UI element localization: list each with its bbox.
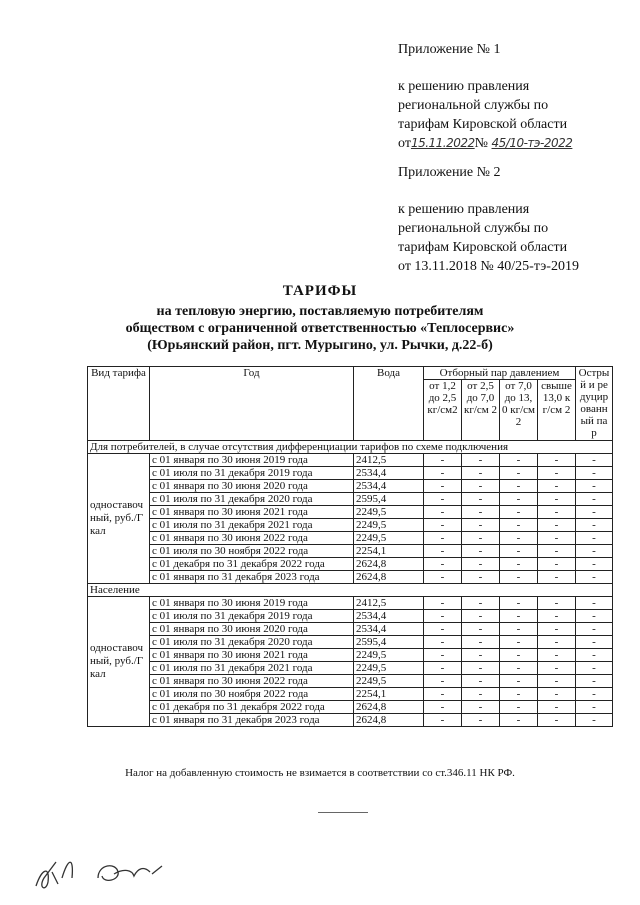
empty-tariff-cell: - <box>462 662 500 675</box>
empty-tariff-cell: - <box>462 675 500 688</box>
empty-tariff-cell: - <box>500 675 538 688</box>
empty-tariff-cell: - <box>538 545 576 558</box>
divider <box>318 812 368 813</box>
empty-tariff-cell: - <box>538 558 576 571</box>
header-year: Год <box>150 367 354 441</box>
table-row <box>88 532 613 545</box>
empty-tariff-cell: - <box>462 688 500 701</box>
empty-tariff-cell: - <box>500 493 538 506</box>
appendix-2-line: региональной службы по <box>398 221 549 236</box>
empty-tariff-cell: - <box>424 532 462 545</box>
empty-tariff-cell: - <box>538 467 576 480</box>
empty-tariff-cell: - <box>538 623 576 636</box>
section-title-consumers: Для потребителей, в случае отсутствия дифференциации тарифов по схеме подключения <box>88 441 613 454</box>
empty-tariff-cell: - <box>424 597 462 610</box>
empty-tariff-cell: - <box>500 519 538 532</box>
empty-tariff-cell: - <box>500 571 538 584</box>
tariff-type-cell: одноставочный, руб./Гкал <box>88 597 150 727</box>
header-sharp-steam: Острый и редуцированный пар <box>576 367 613 441</box>
period-cell: с 01 декабря по 31 декабря 2022 года <box>150 558 354 571</box>
empty-tariff-cell: - <box>462 558 500 571</box>
section-row <box>88 441 613 454</box>
empty-tariff-cell: - <box>576 701 613 714</box>
appendix-1-text <box>398 77 572 153</box>
empty-tariff-cell: - <box>424 545 462 558</box>
empty-tariff-cell: - <box>462 519 500 532</box>
table-row <box>88 519 613 532</box>
tariff-table <box>87 366 613 727</box>
table-row <box>88 688 613 701</box>
period-cell: с 01 июля по 31 декабря 2019 года <box>150 610 354 623</box>
from-label: от <box>398 136 411 151</box>
empty-tariff-cell: - <box>538 649 576 662</box>
empty-tariff-cell: - <box>576 649 613 662</box>
table-row <box>88 714 613 727</box>
table-row <box>88 636 613 649</box>
tariff-type-cell: одноставочный, руб./Гкал <box>88 454 150 584</box>
empty-tariff-cell: - <box>500 467 538 480</box>
empty-tariff-cell: - <box>576 675 613 688</box>
empty-tariff-cell: - <box>538 675 576 688</box>
table-row <box>88 597 613 610</box>
period-cell: с 01 января по 30 июня 2021 года <box>150 649 354 662</box>
table-row <box>88 675 613 688</box>
water-tariff-cell: 2412,5 <box>354 597 424 610</box>
table-row <box>88 662 613 675</box>
appendix-2-block <box>398 163 501 182</box>
header-water: Вода <box>354 367 424 441</box>
empty-tariff-cell: - <box>576 480 613 493</box>
period-cell: с 01 июля по 30 ноября 2022 года <box>150 545 354 558</box>
empty-tariff-cell: - <box>538 688 576 701</box>
water-tariff-cell: 2249,5 <box>354 649 424 662</box>
appendix-2-title: Приложение № 2 <box>398 165 501 180</box>
empty-tariff-cell: - <box>576 714 613 727</box>
signature-image <box>28 848 178 898</box>
empty-tariff-cell: - <box>462 610 500 623</box>
footnote: Налог на добавленную стоимость не взимается в соответствии со ст.346.11 НК РФ. <box>125 767 515 779</box>
empty-tariff-cell: - <box>576 662 613 675</box>
period-cell: с 01 января по 30 июня 2019 года <box>150 454 354 467</box>
table-row <box>88 480 613 493</box>
period-cell: с 01 января по 30 июня 2022 года <box>150 675 354 688</box>
empty-tariff-cell: - <box>500 558 538 571</box>
handwritten-number: 45/10-тэ-2022 <box>491 136 573 150</box>
period-cell: с 01 июля по 31 декабря 2021 года <box>150 662 354 675</box>
water-tariff-cell: 2249,5 <box>354 532 424 545</box>
water-tariff-cell: 2534,4 <box>354 610 424 623</box>
empty-tariff-cell: - <box>576 506 613 519</box>
empty-tariff-cell: - <box>462 623 500 636</box>
empty-tariff-cell: - <box>538 714 576 727</box>
empty-tariff-cell: - <box>424 675 462 688</box>
table-row <box>88 493 613 506</box>
period-cell: с 01 января по 30 июня 2022 года <box>150 532 354 545</box>
empty-tariff-cell: - <box>500 610 538 623</box>
empty-tariff-cell: - <box>538 480 576 493</box>
empty-tariff-cell: - <box>462 454 500 467</box>
empty-tariff-cell: - <box>500 532 538 545</box>
table-row <box>88 454 613 467</box>
empty-tariff-cell: - <box>500 480 538 493</box>
period-cell: с 01 июля по 31 декабря 2020 года <box>150 636 354 649</box>
empty-tariff-cell: - <box>462 545 500 558</box>
header-steam-range: от 7,0 до 13,0 кг/см 2 <box>500 380 538 441</box>
water-tariff-cell: 2595,4 <box>354 636 424 649</box>
header-row <box>88 367 613 380</box>
water-tariff-cell: 2534,4 <box>354 467 424 480</box>
water-tariff-cell: 2624,8 <box>354 714 424 727</box>
document-title: ТАРИФЫ <box>282 283 358 299</box>
appendix-1-date-line <box>398 134 572 153</box>
empty-tariff-cell: - <box>462 701 500 714</box>
table-row <box>88 610 613 623</box>
empty-tariff-cell: - <box>576 454 613 467</box>
water-tariff-cell: 2624,8 <box>354 558 424 571</box>
water-tariff-cell: 2249,5 <box>354 519 424 532</box>
empty-tariff-cell: - <box>538 532 576 545</box>
empty-tariff-cell: - <box>462 467 500 480</box>
empty-tariff-cell: - <box>424 558 462 571</box>
empty-tariff-cell: - <box>538 571 576 584</box>
period-cell: с 01 июля по 31 декабря 2020 года <box>150 493 354 506</box>
empty-tariff-cell: - <box>500 597 538 610</box>
water-tariff-cell: 2624,8 <box>354 701 424 714</box>
period-cell: с 01 января по 31 декабря 2023 года <box>150 714 354 727</box>
appendix-2-line: тарифам Кировской области <box>398 240 568 255</box>
empty-tariff-cell: - <box>576 519 613 532</box>
empty-tariff-cell: - <box>576 467 613 480</box>
appendix-1-line: к решению правления <box>398 79 530 94</box>
table-row <box>88 649 613 662</box>
appendix-1-block <box>398 40 501 59</box>
water-tariff-cell: 2595,4 <box>354 493 424 506</box>
header-steam-range: свыше 13,0 кг/см 2 <box>538 380 576 441</box>
table-row <box>88 571 613 584</box>
empty-tariff-cell: - <box>576 545 613 558</box>
period-cell: с 01 июля по 31 декабря 2021 года <box>150 519 354 532</box>
consumers-rows <box>88 454 613 584</box>
empty-tariff-cell: - <box>500 545 538 558</box>
period-cell: с 01 января по 30 июня 2020 года <box>150 480 354 493</box>
empty-tariff-cell: - <box>538 454 576 467</box>
water-tariff-cell: 2624,8 <box>354 571 424 584</box>
empty-tariff-cell: - <box>462 493 500 506</box>
header-steam: Отборный пар давлением <box>424 367 576 380</box>
period-cell: с 01 июля по 30 ноября 2022 года <box>150 688 354 701</box>
appendix-1-line: тарифам Кировской области <box>398 117 568 132</box>
empty-tariff-cell: - <box>500 714 538 727</box>
water-tariff-cell: 2249,5 <box>354 675 424 688</box>
table-row <box>88 506 613 519</box>
empty-tariff-cell: - <box>462 480 500 493</box>
appendix-2-text <box>398 200 579 276</box>
empty-tariff-cell: - <box>462 636 500 649</box>
empty-tariff-cell: - <box>576 610 613 623</box>
empty-tariff-cell: - <box>462 571 500 584</box>
empty-tariff-cell: - <box>576 636 613 649</box>
subtitle-line: (Юрьянский район, пгт. Мурыгино, ул. Рычки, д.22-б) <box>147 338 493 353</box>
table-row <box>88 623 613 636</box>
empty-tariff-cell: - <box>538 610 576 623</box>
subtitle-line: обществом с ограниченной ответственностью «Теплосервис» <box>125 321 515 336</box>
empty-tariff-cell: - <box>500 454 538 467</box>
empty-tariff-cell: - <box>500 636 538 649</box>
empty-tariff-cell: - <box>576 532 613 545</box>
water-tariff-cell: 2254,1 <box>354 545 424 558</box>
empty-tariff-cell: - <box>500 701 538 714</box>
water-tariff-cell: 2249,5 <box>354 662 424 675</box>
table-row <box>88 701 613 714</box>
subtitle-line: на тепловую энергию, поставляемую потребителям <box>156 304 484 319</box>
appendix-1-title: Приложение № 1 <box>398 42 501 57</box>
empty-tariff-cell: - <box>424 714 462 727</box>
empty-tariff-cell: - <box>462 532 500 545</box>
period-cell: с 01 января по 31 декабря 2023 года <box>150 571 354 584</box>
period-cell: с 01 июля по 31 декабря 2019 года <box>150 467 354 480</box>
empty-tariff-cell: - <box>424 493 462 506</box>
empty-tariff-cell: - <box>538 519 576 532</box>
empty-tariff-cell: - <box>538 701 576 714</box>
period-cell: с 01 января по 30 июня 2021 года <box>150 506 354 519</box>
empty-tariff-cell: - <box>538 597 576 610</box>
water-tariff-cell: 2534,4 <box>354 480 424 493</box>
period-cell: с 01 января по 30 июня 2019 года <box>150 597 354 610</box>
empty-tariff-cell: - <box>424 571 462 584</box>
water-tariff-cell: 2534,4 <box>354 623 424 636</box>
header-steam-range: от 1,2 до 2,5 кг/см2 <box>424 380 462 441</box>
empty-tariff-cell: - <box>500 688 538 701</box>
document-subtitle <box>0 303 640 354</box>
empty-tariff-cell: - <box>424 623 462 636</box>
empty-tariff-cell: - <box>538 636 576 649</box>
appendix-2-line: от 13.11.2018 № 40/25-тэ-2019 <box>398 259 579 274</box>
population-rows <box>88 597 613 727</box>
handwritten-date: 15.11.2022 <box>410 136 475 150</box>
empty-tariff-cell: - <box>424 467 462 480</box>
empty-tariff-cell: - <box>500 623 538 636</box>
water-tariff-cell: 2254,1 <box>354 688 424 701</box>
empty-tariff-cell: - <box>576 688 613 701</box>
empty-tariff-cell: - <box>424 688 462 701</box>
empty-tariff-cell: - <box>500 649 538 662</box>
section-title-population: Население <box>88 584 613 597</box>
table-row <box>88 558 613 571</box>
empty-tariff-cell: - <box>424 701 462 714</box>
empty-tariff-cell: - <box>500 662 538 675</box>
empty-tariff-cell: - <box>424 519 462 532</box>
number-label: № <box>474 136 489 151</box>
period-cell: с 01 декабря по 31 декабря 2022 года <box>150 701 354 714</box>
empty-tariff-cell: - <box>424 610 462 623</box>
empty-tariff-cell: - <box>576 597 613 610</box>
empty-tariff-cell: - <box>424 506 462 519</box>
empty-tariff-cell: - <box>424 636 462 649</box>
appendix-1-line: региональной службы по <box>398 98 549 113</box>
water-tariff-cell: 2412,5 <box>354 454 424 467</box>
section-row <box>88 584 613 597</box>
empty-tariff-cell: - <box>424 454 462 467</box>
header-steam-range: от 2,5 до 7,0 кг/см 2 <box>462 380 500 441</box>
empty-tariff-cell: - <box>576 558 613 571</box>
empty-tariff-cell: - <box>538 662 576 675</box>
empty-tariff-cell: - <box>462 597 500 610</box>
empty-tariff-cell: - <box>424 662 462 675</box>
period-cell: с 01 января по 30 июня 2020 года <box>150 623 354 636</box>
empty-tariff-cell: - <box>424 480 462 493</box>
empty-tariff-cell: - <box>538 493 576 506</box>
empty-tariff-cell: - <box>462 714 500 727</box>
empty-tariff-cell: - <box>576 571 613 584</box>
table-row <box>88 545 613 558</box>
empty-tariff-cell: - <box>462 506 500 519</box>
empty-tariff-cell: - <box>576 493 613 506</box>
table-row <box>88 467 613 480</box>
header-type: Вид тарифа <box>88 367 150 441</box>
empty-tariff-cell: - <box>500 506 538 519</box>
empty-tariff-cell: - <box>462 649 500 662</box>
empty-tariff-cell: - <box>424 649 462 662</box>
water-tariff-cell: 2249,5 <box>354 506 424 519</box>
appendix-2-line: к решению правления <box>398 202 530 217</box>
empty-tariff-cell: - <box>538 506 576 519</box>
empty-tariff-cell: - <box>576 623 613 636</box>
